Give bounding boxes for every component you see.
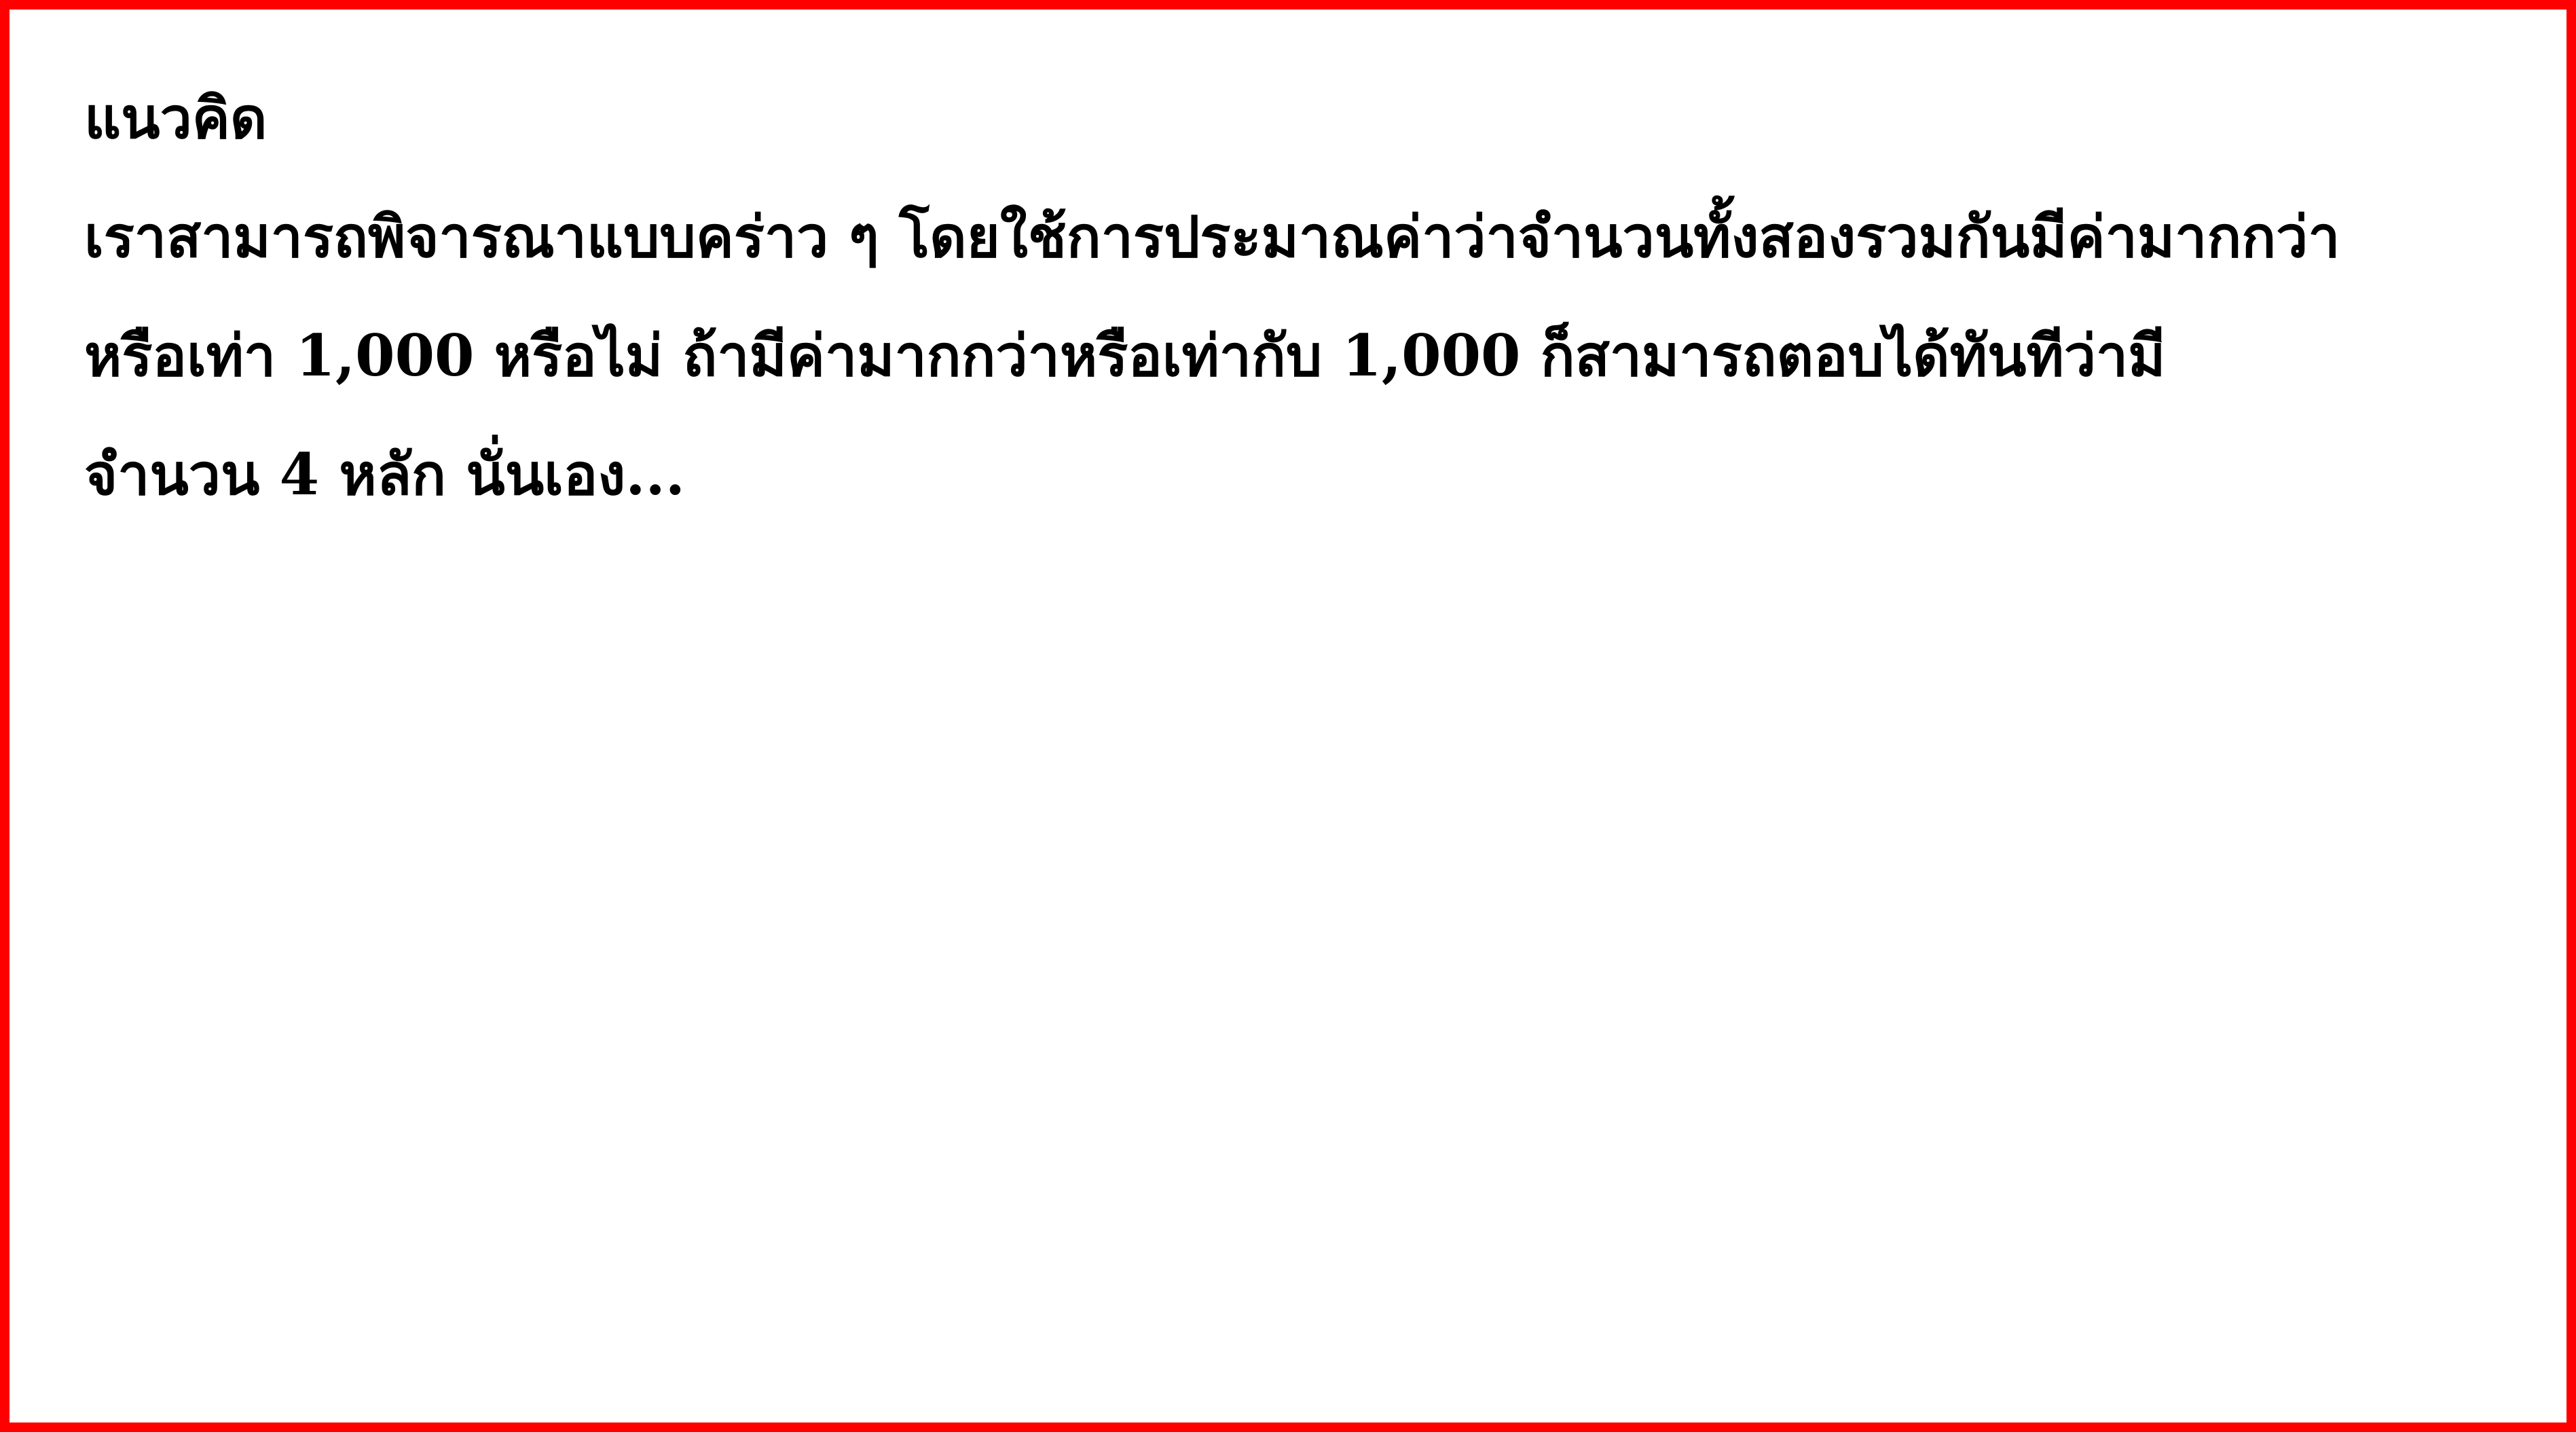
explanation-line-3: จำนวน 4 หลัก นั่นเอง... [84,441,686,508]
explanation-line-1: เราสามารถพิจารณาแบบคร่าว ๆ โดยใช้การประมาณค่าว่าจำนวนทั้งสองรวมกันมีค่ามากกว่า [84,203,2340,270]
explanation-line-2: หรือเท่า 1,000 หรือไม่ ถ้ามีค่ามากกว่าหรือเท่ากับ 1,000 ก็สามารถตอบได้ทันทีว่ามี [84,322,2166,389]
concept-heading: แนวคิด [84,84,268,151]
